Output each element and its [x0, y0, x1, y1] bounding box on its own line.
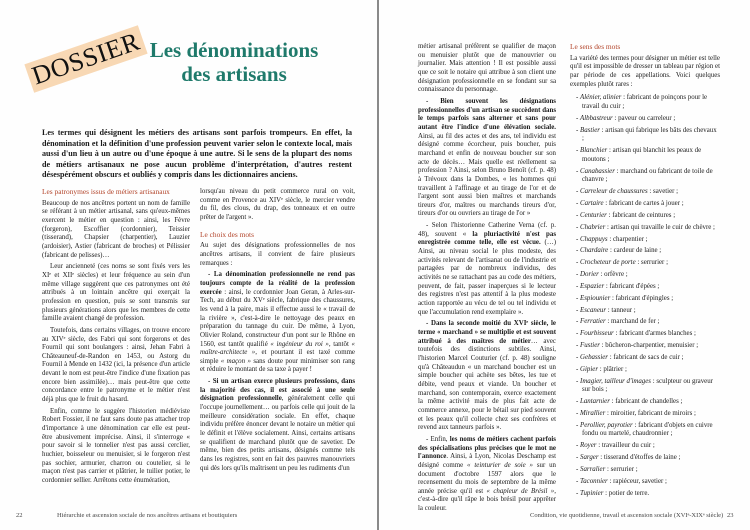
definition-item [570, 94, 720, 111]
list-dash: - [576, 211, 581, 219]
definition-item [570, 147, 720, 164]
definition-item [570, 295, 720, 304]
definition-item [570, 212, 720, 221]
list-dash: - [576, 188, 581, 196]
definition-term: Crocheteur de porte [580, 259, 636, 267]
article-title [134, 38, 334, 86]
paragraph-marchand: - Dans la seconde moitié du XVIᵉ siècle, le terme « marchand » se multiplie et est souvent attribué à des maîtres de métier… avec toutefois des distinctions subtiles. Ainsi, l'historien Marcel Couturier (cf. p. 48) souligne qu'à Châteaudun « un marchand boucher est un simple boucher qui achète ses bêtes, les tue et débite, vend peaux et viande. Un boucher et marchand, son contemporain, exerce exactement la même activité mais de plus fait acte de commerce annexe, pour le bétail sur pied souvent et les peaux qu'il collecte chez ses confrères et revend aux tanneurs parfois ». [418, 320, 556, 432]
definition-text: : savetier ; [647, 188, 679, 196]
definition-item [570, 127, 720, 144]
definition-term: Perollier, payrotier [580, 421, 633, 429]
right-column-2 [570, 43, 720, 502]
definition-item [570, 342, 720, 351]
definition-term: Fourbisseur [580, 330, 614, 338]
definition-item [570, 259, 720, 268]
definition-text: : fabricant de chandelles ; [609, 398, 683, 406]
definition-term: Cartaire [580, 199, 604, 207]
definition-text: : travailleur du cuir ; [596, 442, 655, 450]
definition-term: Alénier, alinier [580, 94, 622, 102]
definition-text: : plâtrier ; [598, 365, 627, 373]
definition-item [570, 224, 720, 233]
definition-text: : artisan qui travaille le cuir de chèvre ; [605, 223, 715, 231]
paragraph: Au sujet des désignations professionnelles de nos ancêtres artisans, il convient de faire plusieurs remarques : [200, 242, 355, 267]
definition-item [570, 115, 720, 124]
list-dash: - [576, 477, 581, 485]
definition-term: Chardaire [580, 247, 609, 255]
definition-term: Chappuys [580, 235, 608, 243]
definition-text: : miroitier, fabricant de miroirs ; [605, 409, 696, 417]
list-dash: - [576, 365, 581, 373]
running-title-right: Condition, vie quotidienne, travail et ascension sociale (XVIᵉ-XIXᵉ siècle) [530, 512, 724, 519]
list-dash: - [576, 223, 581, 231]
list-dash: - [576, 377, 581, 385]
definition-term: Centurier [580, 211, 607, 219]
definition-term: Lantarnier [580, 398, 610, 406]
definition-item [570, 168, 720, 185]
list-dash: - [576, 235, 581, 243]
list-dash: - [576, 147, 581, 155]
definition-term: Espiounier [580, 294, 611, 302]
paragraph: La variété des termes pour désigner un métier est telle qu'il est impossible de dresser un tableau par région et par période de ces appellations. Voici quelques exemples plutôt rares : [570, 54, 720, 88]
definition-item [570, 478, 720, 487]
list-dash: - [576, 199, 581, 207]
definition-text: : fabricant d'épingles ; [610, 294, 674, 302]
definition-term: Carreleur de chaussures [580, 188, 648, 196]
list-dash: - [576, 398, 581, 406]
definition-item [570, 283, 720, 292]
dossier-stamp-label: DOSSIER [28, 26, 144, 91]
definition-term: Sarger [580, 454, 599, 462]
definition-term: Gebassier [580, 353, 608, 361]
list-dash: - [576, 421, 581, 429]
paragraph: Beaucoup de nos ancêtres portent un nom de famille se référant à un métier artisanal, sans qu'eux-mêmes exercent le métier en question : ainsi, les Fèvre (forgeron), Escoffier (cordonnier), Teissier (tisserand), Chapsier (charpentier), Lauzier (ardoisier), Astier (fabricant de broches) et Pélissier (fabricant de pelisses)… [42, 199, 190, 259]
article-title-line2: des artisans [181, 62, 287, 86]
list-dash: - [576, 409, 581, 417]
definition-item [570, 490, 720, 499]
paragraph-specialisations: - Enfin, les noms de métiers cachent parfois des spécialisations plus précises que le mot ne l'annonce. Ainsi, à Lyon, Nicolas Deschamp est désigné comme « teinturier de soie » sur un document d'octobre 1597 alors que le recensement du mois de septembre de la même année précise qu'il est « chapleur de Brésil », c'est-à-dire qu'il râpe le bois brésil pour apprêter la couleur. [418, 435, 556, 513]
list-dash: - [576, 294, 581, 302]
paragraph-successions: - Bien souvent les désignations professionnelles d'un artisan se succèdent dans le temps parfois sans alterner et sans pour autant être l'indice d'une élévation sociale. Ainsi, au fil des actes et des ans, tel individu est désigné comme écorcheur, puis boucher, puis marchand et enfin de nouveau boucher sur son acte de décès… Mais quelle est réellement sa profession ? Ainsi, selon Bruno Benoît (cf. p. 48) à Trévoux dans la Dombes, « les hommes qui travaillent à l'affinage et au tirage de l'or et de l'argent sont aussi bien maîtres et marchands tireurs d'or, maîtres ou marchands tireurs d'or, tireurs d'or ou ouvriers au tirage de l'or » [418, 97, 556, 218]
definition-text: : fabricant de cartes à jouer ; [603, 199, 684, 207]
article-intro: Les termes qui désignent les métiers des artisans sont parfois trompeurs. En effet, la dénomination et la définition d'une profession peuvent varier selon le contexte local, mais aussi d'un lieu à un autre ou d'une époque à une autre. Si le sens de la plupart des noms de métiers artisanaux ne pose aucun problème d'interprétation, d'autres restent désespérément obscurs et oubliés y compris dans les dictionnaires anciens. [42, 128, 352, 180]
definition-item [570, 466, 720, 475]
definition-item [570, 366, 720, 375]
definition-term: Taconnier [580, 477, 608, 485]
definition-term: Dorier [580, 271, 599, 279]
list-dash: - [576, 126, 581, 134]
definition-text: : fabricant de ceintures ; [606, 211, 676, 219]
definition-term: Canabassier [580, 167, 615, 175]
definition-text: : sculpteur ou graveur sur bois ; [582, 377, 713, 394]
section-heading-patronymes: Les patronymes issus de métiers artisanaux [42, 187, 170, 196]
definition-term: Albbastreur [580, 114, 613, 122]
definition-term: Tupinier [580, 489, 604, 497]
definition-item [570, 398, 720, 407]
definition-item [570, 454, 720, 463]
paragraph: Toutefois, dans certains villages, on trouve encore au XIVᵉ siècle, des Fabri qui sont forgerons et des Fournil qui sont boulangers : ainsi, Jehan Fabri à Châteauneuf-de-Randon en 1453, ou Astorg du Fournil à Mende en 1432 (ici, la présence d'un article devant le nom est peut-être l'indice d'une fixation pas encore bien assimilée)… mais peut-être que cette concordance entre le patronyme et le métier n'est déjà plus que le fruit du hasard. [42, 326, 190, 404]
list-dash: - [576, 306, 581, 314]
paragraph-plusieurs-professions: - Si un artisan exerce plusieurs professions, dans la majorité des cas, il est associé à une seule désignation professionnelle, généralement celle qui l'occupe journellement… ou parfois celle qui jouit de la meilleure considération sociale. En effet, chaque individu préfère énoncer devant le notaire un métier qui le définit et l'élève socialement. Ainsi, certains artisans se qualifient de marchand plutôt que de savetier. De même, bien des petits artisans, désignés comme tels dans les registres, sont en fait des pauvres manouvriers qui dès lors qu'ils maîtrisent un peu les rudiments d'un [200, 378, 355, 472]
article-title-line1: Les dénominations [149, 38, 319, 62]
list-dash: - [576, 259, 581, 267]
definition-term: Bastier [580, 126, 600, 134]
definition-term: Chabrier [580, 223, 606, 231]
paragraph: Enfin, comme le suggère l'historien médiéviste Robert Fossier, il ne faut sans doute pas attacher trop d'importance à une dénomination car elle est peut-être abusivement imprécise. Ainsi, il s'interroge « pour savoir si le tonnelier n'est pas aussi cerclier, huchier, boisseleur ou menuisier, si le forgeron n'est pas sochier, armurier, charron ou coutelier, si le maçon n'est pas carrier et plâtrier, le tuilier potier, le cordonnier sellier. Arrêtons cette énumération, [42, 407, 190, 484]
left-column-2 [200, 188, 355, 476]
definition-item [570, 442, 720, 451]
definition-term: Sarralier [580, 466, 606, 473]
definition-text: : fabricant de poinçons pour le travail du cuir ; [582, 94, 708, 110]
definition-term: Royer [580, 442, 597, 450]
definition-text: : fabricant d'épées ; [604, 282, 660, 290]
right-column-1 [418, 43, 556, 517]
list-dash: - [576, 94, 581, 102]
running-title-left: Hiérarchie et ascension sociale de nos ancêtres artisans et boutiquiers [57, 512, 238, 519]
definition-item [570, 422, 720, 439]
definition-item [570, 200, 720, 209]
dossier-stamp [24, 25, 147, 92]
list-dash: - [576, 489, 581, 497]
definition-text: : bûcheron-charpentier, menuisier ; [599, 342, 699, 350]
definition-text: : rapiéceur, savetier ; [607, 477, 667, 485]
definition-item [570, 307, 720, 316]
list-dash: - [576, 466, 581, 473]
definition-item [570, 330, 720, 339]
definition-text: : tisserand d'étoffes de laine ; [598, 454, 681, 462]
definition-text: : tanneur ; [606, 306, 636, 314]
definition-text: : charpentier ; [607, 235, 648, 243]
definition-term: Imagier, tailleur d'images [580, 377, 651, 385]
definition-text: : paveur ou carreleur ; [612, 114, 676, 122]
definition-text: : artisan qui fabrique les bâts des chevaux ; [582, 126, 717, 143]
definition-item [570, 354, 720, 363]
definition-item [570, 318, 720, 327]
definition-text: : potier de terre. [603, 489, 650, 497]
paragraph: lorsqu'au niveau du petit commerce rural on voit, comme en Provence au XIVᵉ siècle, le mercier vendre du fil, des clous, du drap, des tonneaux et en outre prêter de l'argent ». [200, 188, 355, 221]
definition-term: Escaneur [580, 306, 607, 314]
definition-item [570, 410, 720, 419]
definition-text: : serrurier ; [605, 466, 638, 473]
definition-item [570, 271, 720, 280]
definition-term: Ferratier [580, 318, 606, 326]
paragraph-denomination: - La dénomination professionnelle ne rend pas toujours compte de la réalité de la profession exercée : ainsi, le cordonnier Joan Geran, à Arles-sur-Tech, au début du XVᵉ siècle, fabrique des chaussures, les vend à la paire, mais il effectue aussi le « travail de la rivière », c'est-à-dire le nettoyage des peaux en préparation du tannage du cuir. De même, à Lyon, Olivier Roland, constructeur d'un pont sur le Rhône en 1560, est tantôt qualifié « ingénieur du roi », tantôt « maître-architecte », et pourtant il est taxé comme simple « maçon » sans doute pour minimiser son rang et réduire le montant de sa taxe à payer ! [200, 271, 355, 374]
definition-text: : artisan qui blanchit les peaux de moutons ; [582, 147, 702, 163]
definition-term: Fustier [580, 342, 600, 350]
list-dash: - [576, 247, 581, 255]
list-dash: - [576, 114, 581, 122]
list-dash: - [576, 330, 581, 338]
list-dash: - [576, 353, 581, 361]
definition-text: : marchand ou fabricant de toile de chanvre ; [582, 167, 713, 184]
list-dash: - [576, 167, 581, 175]
paragraph: Leur ancienneté (ces noms se sont fixés vers les XIᵉ et XIIᵉ siècles) et leur fréquence au sein d'un même village suggèrent que ces patronymes ont été attribués à un lointain ancêtre qui exerçait la profession en question, puis se sont transmis sur plusieurs générations alors que les membres de cette famille avaient changé de profession. [42, 263, 190, 323]
definition-text: : fabricant d'armes blanches ; [613, 330, 696, 338]
list-dash: - [576, 282, 581, 290]
definition-item [570, 247, 720, 256]
list-dash: - [576, 454, 581, 462]
left-column-1 [42, 188, 190, 489]
list-dash: - [576, 342, 581, 350]
definition-term: Blanchier [580, 147, 608, 155]
definition-term: Espazier [580, 282, 605, 290]
definition-text: : fabricant de sacs de cuir ; [607, 353, 684, 361]
definition-text: : serrurier ; [635, 259, 668, 267]
definition-item [570, 378, 720, 395]
section-heading-sens-des-mots: Le sens des mots [570, 42, 621, 51]
definition-text: : marchand de fer ; [605, 318, 660, 326]
list-dash: - [576, 442, 581, 450]
definition-text: : orfèvre ; [598, 271, 628, 279]
definitions-list [570, 94, 720, 498]
page-number-right: 23 [727, 512, 734, 519]
definition-item [570, 188, 720, 197]
definition-term: Mirallier [580, 409, 606, 417]
definition-item [570, 236, 720, 245]
definition-text: : cardeur de laine ; [608, 247, 662, 255]
paragraph: métier artisanal préfèrent se qualifier de maçon ou menuisier plutôt que de manouvrier ou journalier. Mais attention ! Il est possible aussi que ce soit le notaire qui attribue à son client une désignation professionnelle en se fondant sur sa connaissance du personnage. [418, 43, 556, 94]
definition-text: : fabricant d'objets en cuivre fondu ou martelé, chaudronnier ; [582, 421, 713, 438]
list-dash: - [576, 271, 581, 279]
page-number-left: 22 [16, 512, 23, 519]
list-dash: - [576, 318, 581, 326]
paragraph-pluriactivite: - Selon l'historienne Catherine Verna (cf. p. 48), souvent « la pluriactivité n'est pas enregistrée comme telle, elle est vécue. (…) Ainsi, au niveau social le plus modeste, des activités relevant de l'artisanat ou de l'industrie et partagées par de nombreux individus, des activités ne se rattachant pas au code des métiers, peuvent, de fait, passer inaperçues si le lecteur des registres n'est pas attentif à la plus modeste action rapportée au vécu de tel ou tel individu et que l'accumulation rend exemplaire ». [418, 222, 557, 316]
definition-term: Gipier [580, 365, 599, 373]
section-heading-choix-des-mots: Le choix des mots [200, 229, 254, 239]
